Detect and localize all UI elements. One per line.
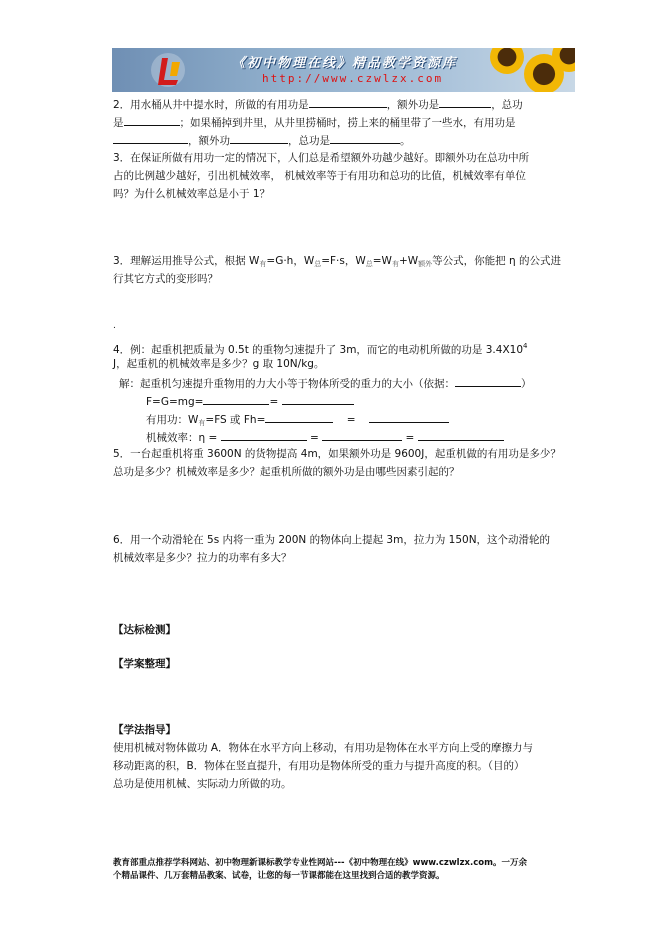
footer-line-1: 教育部重点推荐学科网站、初中物理新课标教学专业性网站---《初中物理在线》www.czwlzx.com。一万余 <box>113 858 527 868</box>
blank <box>309 96 387 108</box>
blank <box>203 393 269 405</box>
question-4-line-2: J，起重机的机械效率是多少？g 取 10N/kg。 <box>113 358 325 370</box>
blank <box>113 132 188 144</box>
blank <box>282 393 354 405</box>
question-3b-line-2: 行其它方式的变形吗？ <box>113 273 218 285</box>
question-3b-line-1: 3．理解运用推导公式，根据 $W_有=G\cdot h$，$W_总=F\cdot s$，$W_总=W_有+W_{额外}$等公式，你能把 η 的公式进 <box>113 255 561 268</box>
blank <box>124 114 180 126</box>
blank <box>322 429 402 441</box>
blank <box>265 411 333 423</box>
question-4-line-1: 4．例：起重机把质量为 0.5t 的重物匀速提升了 3m，而它的电动机所做的功是 $3.4X10^4$ <box>113 342 528 356</box>
question-4-useful-work: 有用功：$W_有=FS$ 或 Fh= = <box>146 411 449 431</box>
question-4-force: F=G=mg= = <box>146 393 354 410</box>
question-6-line-1: 6．用一个动滑轮在 5s 内将一重为 200N 的物体向上提起 3m，拉力为 150N，这个动滑轮的 <box>113 534 551 546</box>
question-5-line-2: 总功是多少？机械效率是多少？起重机所做的额外功是由哪些因素引起的？ <box>113 466 460 478</box>
section-summary: 【学案整理】 <box>113 658 176 670</box>
banner-title: 《初中物理在线》精品教学资源库 <box>232 56 458 71</box>
question-2-line-1: 2．用水桶从井中提水时，所做的有用功是 ，额外功是 ，总功 <box>113 96 523 113</box>
header-banner <box>112 48 575 92</box>
question-3a-line-2: 占的比例越少越好，引出机械效率， 机械效率等于有用功和总功的比值，机械效率有单位 <box>113 170 526 182</box>
question-2-line-2: 是 ；如果桶掉到井里，从井里捞桶时，捞上来的桶里带了一些水，有用功是 <box>113 114 516 131</box>
blank <box>418 429 504 441</box>
blank <box>369 411 449 423</box>
question-3a-line-1: 3．在保证所做有用功一定的情况下，人们总是希望额外功越少越好。即额外功在总功中所 <box>113 152 530 164</box>
question-4-solution: 解：起重机匀速提升重物用的力大小等于物体所受的重力的大小（依据： ） <box>119 375 532 392</box>
question-2-line-3: ，额外功 ，总功是 。 <box>113 132 411 149</box>
blank <box>221 429 307 441</box>
banner-url[interactable]: http://www.czwlzx.com <box>262 72 444 85</box>
site-logo-icon <box>150 52 186 88</box>
blank <box>439 96 491 108</box>
blank <box>230 132 288 144</box>
question-6-line-2: 机械效率是多少？拉力的功率有多大？ <box>113 552 292 564</box>
footer-line-2: 个精品课件、几万套精品教案、试卷，让您的每一节课都能在这里找到合适的教学资源。 <box>113 871 445 881</box>
question-3a-line-3: 吗？为什么机械效率总是小于 1？ <box>113 188 271 200</box>
section-guide: 【学法指导】 <box>113 724 176 736</box>
stray-dot: . <box>113 321 116 331</box>
section-check: 【达标检测】 <box>113 624 176 636</box>
guide-line-1: 使用机械对物体做功 A．物体在水平方向上移动，有用功是物体在水平方向上受的摩擦力与 <box>113 742 534 754</box>
sunflower-icon <box>490 48 524 74</box>
blank <box>330 132 400 144</box>
guide-line-2: 移动距离的积，B．物体在竖直提升，有用功是物体所受的重力与提升高度的积。（目的） <box>113 760 525 772</box>
guide-line-3: 总功是使用机械、实际动力所做的功。 <box>113 778 292 790</box>
blank <box>455 375 521 387</box>
question-4-efficiency: 机械效率：η = = = <box>146 429 504 446</box>
question-5-line-1: 5．一台起重机将重 3600N 的货物提高 4m，如果额外功是 9600J，起重机做的有用功是多少？ <box>113 448 561 460</box>
